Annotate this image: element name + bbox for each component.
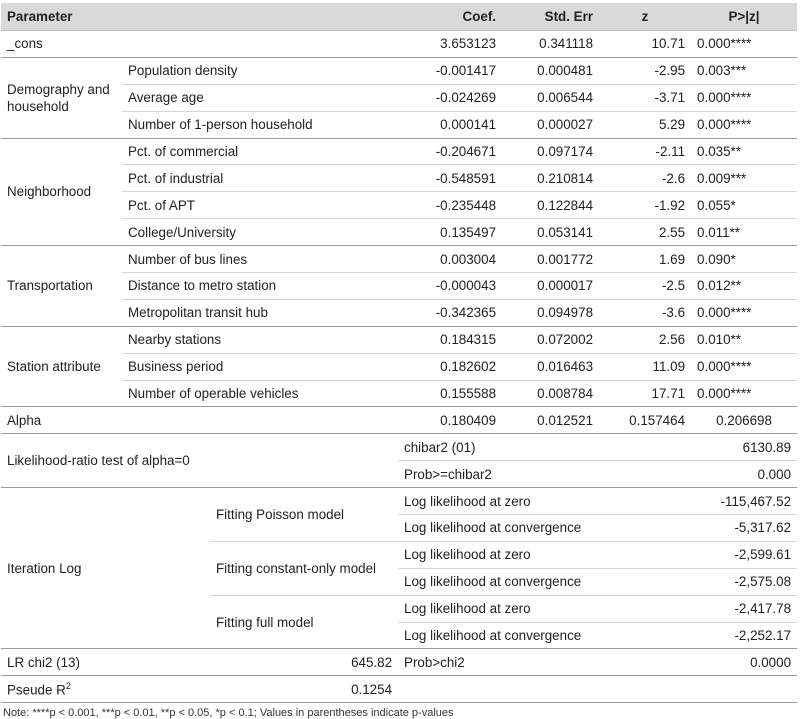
z-value: -2.5 <box>599 273 691 300</box>
p-value: 0.011** <box>691 219 797 246</box>
coef-value: -0.235448 <box>398 192 502 219</box>
row-label: Business period <box>122 353 398 380</box>
stat-label: Prob>=chibar2 <box>398 461 599 488</box>
table-row <box>1 246 797 273</box>
se-value: 0.097174 <box>502 138 599 165</box>
se-value: 0.006544 <box>502 84 599 111</box>
header-coef: Coef. <box>398 3 502 31</box>
p-value: 0.000**** <box>691 84 797 111</box>
header-parameter: Parameter <box>1 3 398 31</box>
lr-chi2-label: LR chi2 (13) <box>1 649 210 676</box>
row-label: Pct. of APT <box>122 192 398 219</box>
se-value: 0.008784 <box>502 380 599 407</box>
p-value: 0.009*** <box>691 165 797 192</box>
table-row <box>1 57 797 84</box>
se-value: 0.012521 <box>502 407 599 434</box>
table-row <box>1 434 797 461</box>
coef-value: 3.653123 <box>398 31 502 58</box>
row-label: Nearby stations <box>122 326 398 353</box>
stat-value: -5,317.62 <box>599 515 797 542</box>
table-row <box>1 326 797 353</box>
group-label-transportation: Transportation <box>1 246 122 327</box>
group-label-neighborhood: Neighborhood <box>1 138 122 246</box>
se-value: 0.341118 <box>502 31 599 58</box>
p-value: 0.206698 <box>691 407 797 434</box>
se-value: 0.000017 <box>502 273 599 300</box>
p-value: 0.000**** <box>691 353 797 380</box>
pseudo-r2-value: 0.1254 <box>210 676 398 703</box>
coef-value: -0.548591 <box>398 165 502 192</box>
z-value: 10.71 <box>599 31 691 58</box>
prob-chi2-value: 0.0000 <box>599 649 797 676</box>
table-row <box>1 488 797 515</box>
row-label: _cons <box>1 31 398 58</box>
regression-table <box>1 3 797 703</box>
stat-label: Log likelihood at convergence <box>398 515 599 542</box>
se-value: 0.001772 <box>502 246 599 273</box>
coef-value: -0.000043 <box>398 273 502 300</box>
coef-value: 0.184315 <box>398 326 502 353</box>
stat-value: -2,417.78 <box>599 595 797 622</box>
z-value: -2.95 <box>599 57 691 84</box>
z-value: 5.29 <box>599 111 691 138</box>
stat-value: 6130.89 <box>599 434 797 461</box>
se-value: 0.053141 <box>502 219 599 246</box>
se-value: 0.000481 <box>502 57 599 84</box>
table-row <box>1 31 797 58</box>
pseudo-r2-superscript: 2 <box>65 681 71 692</box>
z-value: 0.157464 <box>599 407 691 434</box>
row-label: Pct. of commercial <box>122 138 398 165</box>
se-value: 0.122844 <box>502 192 599 219</box>
regression-table-container <box>1 3 797 719</box>
coef-value: -0.024269 <box>398 84 502 111</box>
table-row <box>1 676 797 703</box>
coef-value: 0.182602 <box>398 353 502 380</box>
stat-value: -115,467.52 <box>599 488 797 515</box>
row-label: Metropolitan transit hub <box>122 299 398 326</box>
p-value: 0.003*** <box>691 57 797 84</box>
coef-value: 0.003004 <box>398 246 502 273</box>
model-label: Fitting full model <box>210 595 398 649</box>
se-value: 0.072002 <box>502 326 599 353</box>
stat-label: Log likelihood at zero <box>398 488 599 515</box>
table-row <box>1 649 797 676</box>
row-label: Average age <box>122 84 398 111</box>
z-value: 17.71 <box>599 380 691 407</box>
p-value: 0.035** <box>691 138 797 165</box>
row-label: College/University <box>122 219 398 246</box>
row-label: Distance to metro station <box>122 273 398 300</box>
group-label-demography: Demography and household <box>1 57 122 138</box>
se-value: 0.210814 <box>502 165 599 192</box>
stat-label: chibar2 (01) <box>398 434 599 461</box>
row-label: Alpha <box>1 407 398 434</box>
stat-label: Log likelihood at zero <box>398 595 599 622</box>
table-note: Note: ****p < 0.001, ***p < 0.01, **p < 0.05, *p < 0.1; Values in parentheses indicate p-values <box>3 707 454 719</box>
p-value: 0.090* <box>691 246 797 273</box>
coef-value: -0.001417 <box>398 57 502 84</box>
z-value: 2.56 <box>599 326 691 353</box>
row-label: Number of 1-person household <box>122 111 398 138</box>
lr-test-label: Likelihood-ratio test of alpha=0 <box>1 434 398 488</box>
stat-value: -2,252.17 <box>599 622 797 649</box>
row-label: Number of operable vehicles <box>122 380 398 407</box>
p-value: 0.000**** <box>691 111 797 138</box>
z-value: -3.71 <box>599 84 691 111</box>
stat-label: Log likelihood at zero <box>398 541 599 568</box>
p-value: 0.000**** <box>691 31 797 58</box>
coef-value: 0.155588 <box>398 380 502 407</box>
pseudo-r2-text: Pseude R <box>7 682 66 698</box>
se-value: 0.094978 <box>502 299 599 326</box>
coef-value: 0.000141 <box>398 111 502 138</box>
stat-value: -2,575.08 <box>599 568 797 595</box>
table-row <box>1 138 797 165</box>
p-value: 0.012** <box>691 273 797 300</box>
z-value: -2.6 <box>599 165 691 192</box>
header-row <box>1 3 797 31</box>
header-p: P>|z| <box>691 3 797 31</box>
z-value: 1.69 <box>599 246 691 273</box>
row-label: Population density <box>122 57 398 84</box>
coef-value: -0.342365 <box>398 299 502 326</box>
z-value: -1.92 <box>599 192 691 219</box>
se-value: 0.016463 <box>502 353 599 380</box>
stat-value: -2,599.61 <box>599 541 797 568</box>
model-label: Fitting Poisson model <box>210 488 398 542</box>
p-value: 0.055* <box>691 192 797 219</box>
header-z: z <box>599 3 691 31</box>
z-value: -3.6 <box>599 299 691 326</box>
empty-cell <box>398 676 797 703</box>
p-value: 0.000**** <box>691 380 797 407</box>
prob-chi2-label: Prob>chi2 <box>398 649 599 676</box>
row-label: Number of bus lines <box>122 246 398 273</box>
model-label: Fitting constant-only model <box>210 541 398 595</box>
z-value: 11.09 <box>599 353 691 380</box>
z-value: 2.55 <box>599 219 691 246</box>
iteration-log-label: Iteration Log <box>1 488 210 649</box>
coef-value: -0.204671 <box>398 138 502 165</box>
table-row <box>1 407 797 434</box>
row-label: Pct. of industrial <box>122 165 398 192</box>
p-value: 0.010** <box>691 326 797 353</box>
stat-label: Log likelihood at convergence <box>398 622 599 649</box>
coef-value: 0.180409 <box>398 407 502 434</box>
group-label-station: Station attribute <box>1 326 122 407</box>
p-value: 0.000**** <box>691 299 797 326</box>
se-value: 0.000027 <box>502 111 599 138</box>
stat-label: Log likelihood at convergence <box>398 568 599 595</box>
pseudo-r2-label <box>1 676 210 703</box>
z-value: -2.11 <box>599 138 691 165</box>
stat-value: 0.000 <box>599 461 797 488</box>
header-std-err: Std. Err <box>502 3 599 31</box>
coef-value: 0.135497 <box>398 219 502 246</box>
lr-chi2-value: 645.82 <box>210 649 398 676</box>
